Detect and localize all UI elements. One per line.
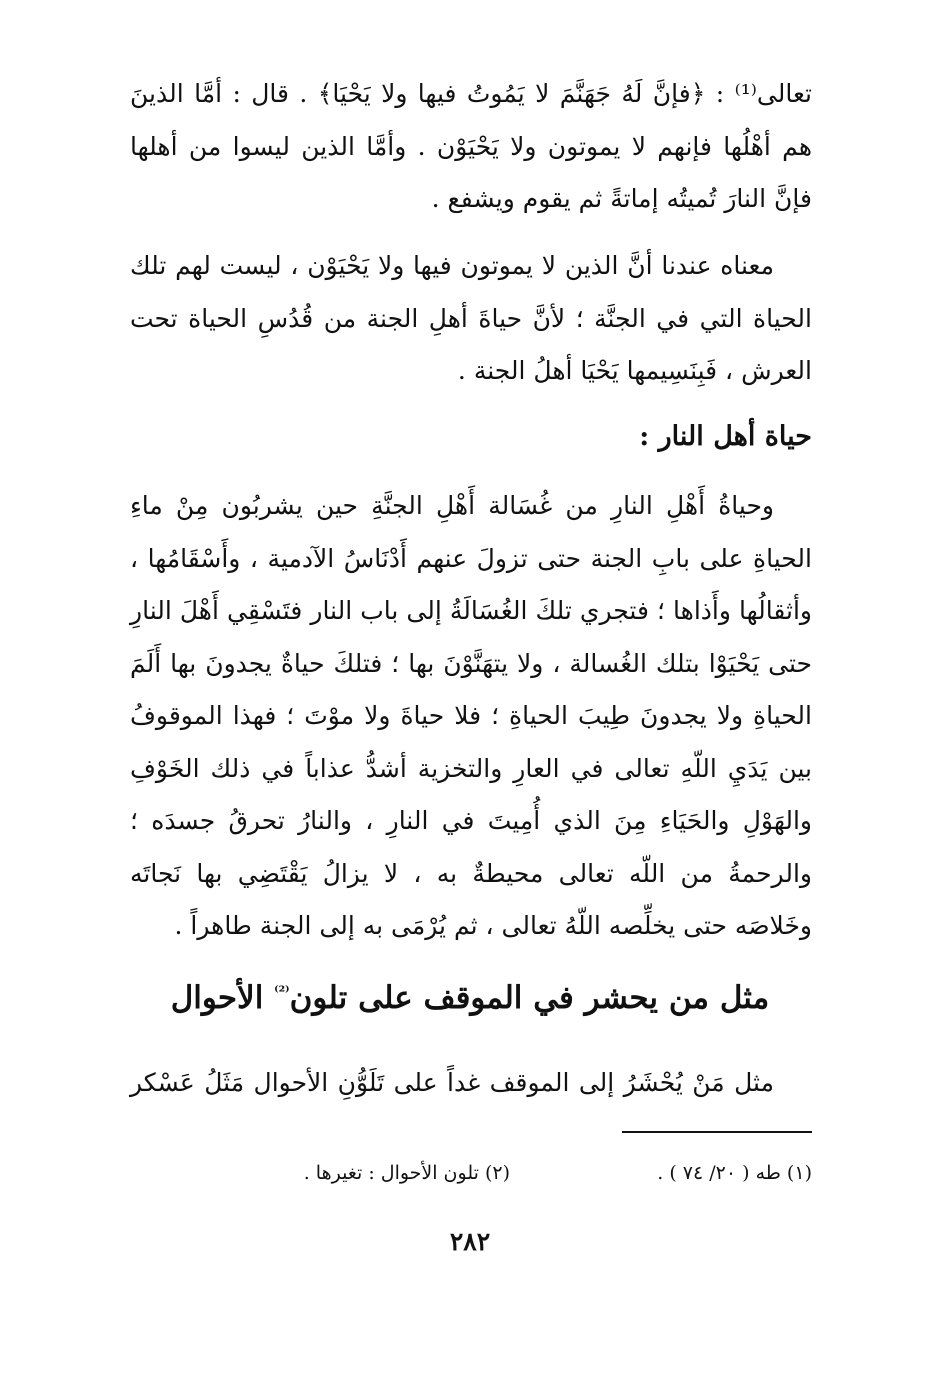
- paragraph-life-of-fire-people: وحياةُ أَهْلِ النارِ من غُسَالة أَهْلِ الجنَّةِ حين يشربُون مِنْ ماءِ الحياةِ على بابِ الجنة حتى تزولَ عنهم أَدْنَاسُ الآدمية ، وأَسْقَامُها ، وأثقالُها وأَذاها ؛ فتجري تلكَ الغُسَالَةُ إلى باب النار فتَسْقِي أَهْلَ النارِ حتى يَحْيَوْا بتلك الغُسالة ، ولا يتهَنَّوْنَ بها ؛ فتلكَ حياةٌ يجدونَ بها أَلَمَ الحياةِ ولا يجدونَ طِيبَ الحياةِ ؛ فلا حياةَ ولا موْتَ ؛ فهذا الموقوفُ بين يَدَيِ اللّهِ تعالى في العارِ والتخزية أشدُّ عذاباً في ذلك الخَوْفِ والهَوْلِ والحَيَاءِ مِنَ الذي أُمِيتَ في النارِ ، والنارُ تحرقُ جسدَه ؛ والرحمةُ من اللّه تعالى محيطةٌ به ، لا يزالُ يَقْتَضِي بها نَجاتَه وخَلاصَه حتى يخلِّصه اللّهُ تعالى ، ثم يُرْمَى به إلى الجنة طاهراً .: [130, 491, 812, 940]
- section-title: [0, 968, 940, 1028]
- section-title-text: مثل من يحشر في الموقف على تلون: [289, 980, 770, 1016]
- paragraph-section-start: مثل مَنْ يُحْشَرُ إلى الموقف غداً على تَلَوُّنِ الأحوال مَثَلُ عَسْكر: [130, 1068, 774, 1097]
- footnote-2: (٢) تلون الأحوال : تغيرها .: [303, 1162, 510, 1184]
- footnote-divider: [622, 1131, 812, 1133]
- section-title-end: الأحوال: [170, 980, 275, 1016]
- footnote-1: (١) طه ( ٢٠/ ٧٤ ) .: [657, 1162, 812, 1184]
- subheading-life-of-fire-people: حياة أهل النار :: [639, 421, 812, 452]
- page-number: ٢٨٢: [449, 1227, 491, 1256]
- paragraph-quran-commentary: تعالى⁽¹⁾ : ﴿فإنَّ لَهُ جَهَنَّمَ لا يَمُوتُ فيها ولا يَحْيَا﴾ . قال : أمَّا الذينَ هم أهْلُها فإنهم لا يموتون ولا يَحْيَوْن . وأمَّا الذين ليسوا من أهلها فإنَّ النارَ تُميتُه إماتةً ثم يقوم ويشفع .: [130, 79, 812, 213]
- footnote-ref-2: ⁽²⁾: [274, 982, 290, 1001]
- paragraph-meaning: معناه عندنا أنَّ الذين لا يموتون فيها ولا يَحْيَوْن ، ليست لهم تلك الحياة التي في الجنَّة ؛ لأنَّ حياةَ أهلِ الجنة من قُدُسِ الحياة تحت العرش ، فَبِنَسِيمها يَحْيَا أهلُ الجنة .: [130, 251, 812, 385]
